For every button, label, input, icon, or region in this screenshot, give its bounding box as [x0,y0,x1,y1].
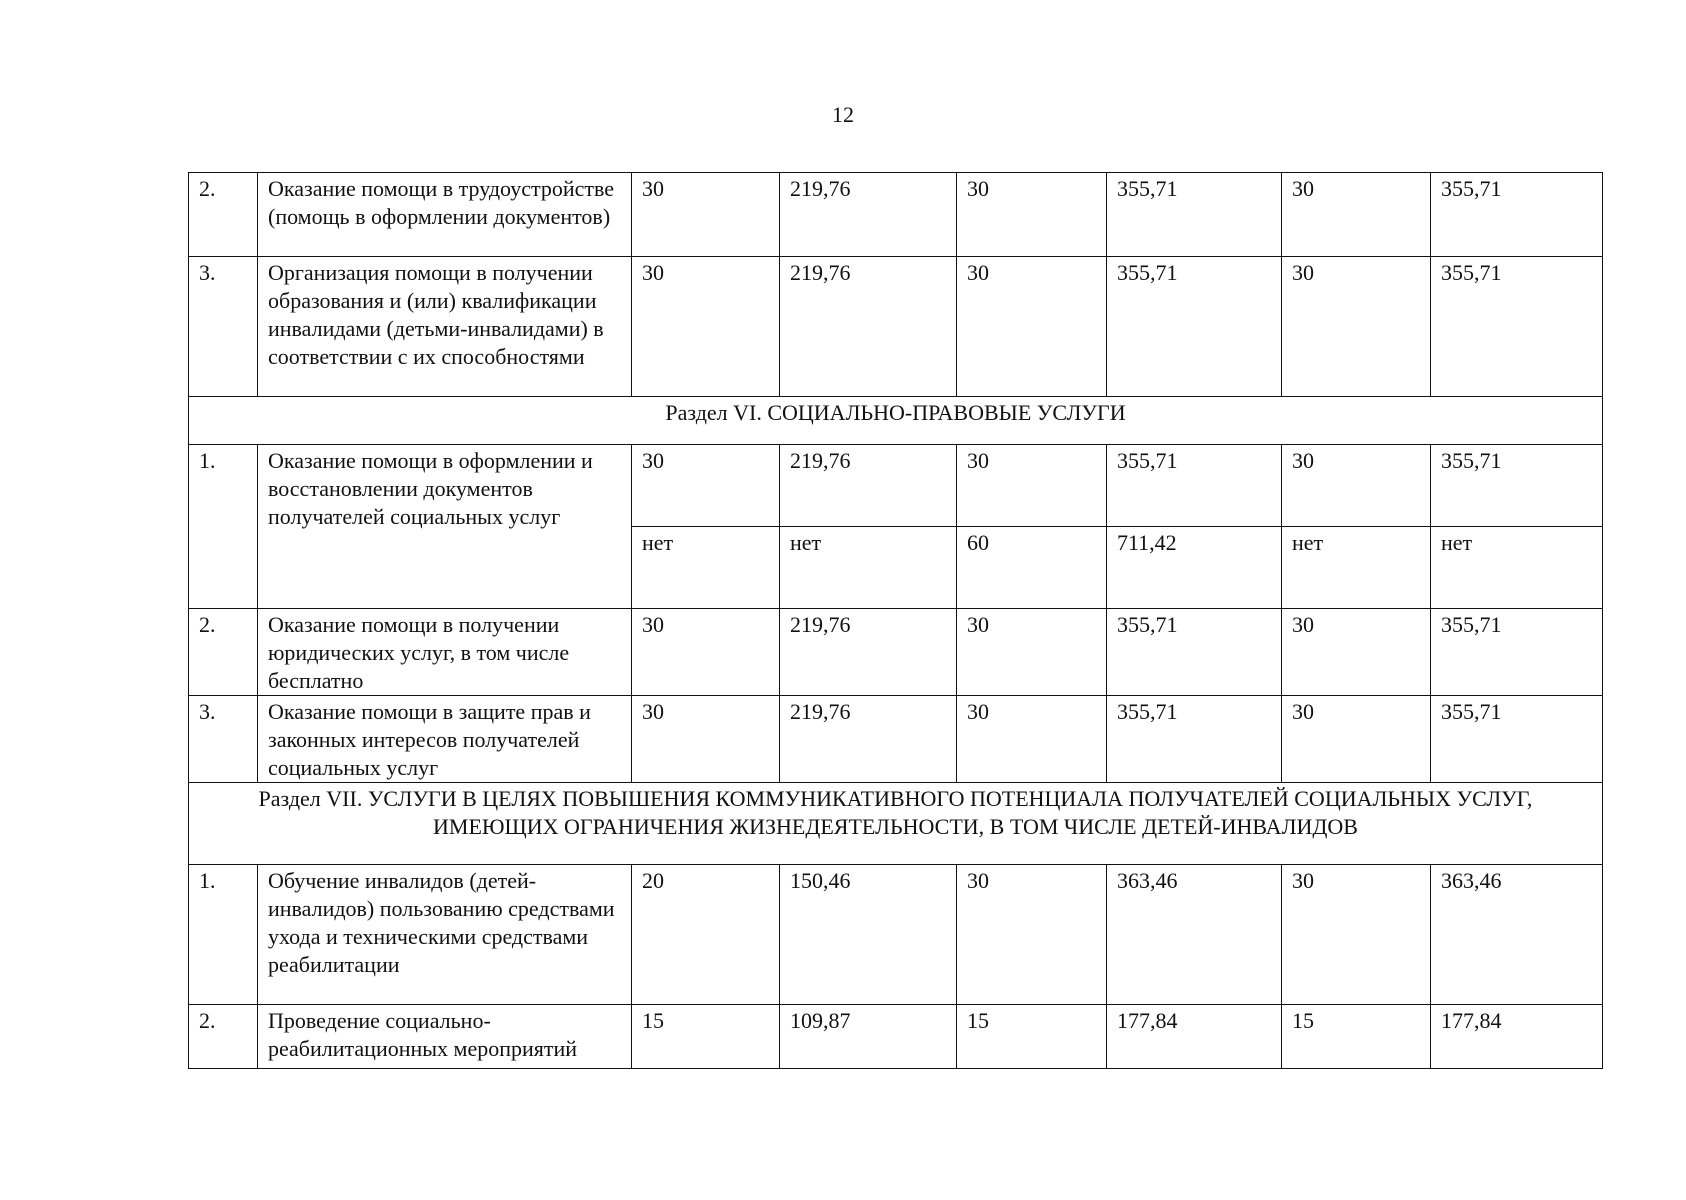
value-cell: 355,71 [1431,445,1603,527]
value-cell: 355,71 [1107,445,1282,527]
value-cell: нет [1282,527,1431,609]
value-cell: 30 [1282,445,1431,527]
table-row [189,173,1603,257]
value-cell: 15 [957,1005,1107,1069]
value-cell: 30 [632,445,780,527]
value-cell: 30 [957,445,1107,527]
value-cell: 219,76 [780,445,957,527]
value-cell: 30 [632,257,780,397]
value-cell: 177,84 [1431,1005,1603,1069]
value-cell: 30 [957,173,1107,257]
value-cell: 355,71 [1107,609,1282,696]
value-cell: 30 [1282,696,1431,783]
value-cell: 355,71 [1431,696,1603,783]
value-cell: 355,71 [1431,609,1603,696]
value-cell: 363,46 [1431,865,1603,1005]
table-row [189,865,1603,1005]
row-number: 2. [189,1005,258,1069]
value-cell: 150,46 [780,865,957,1005]
service-name: Организация помощи в получении образования и (или) квалификации инвалидами (детьми-инвалидами) в соответствии с их способностями [258,257,632,397]
service-name: Оказание помощи в получении юридических услуг, в том числе бесплатно [258,609,632,696]
section-heading: Раздел VI. СОЦИАЛЬНО-ПРАВОВЫЕ УСЛУГИ [189,397,1603,445]
value-cell: 363,46 [1107,865,1282,1005]
value-cell: 219,76 [780,609,957,696]
value-cell: 60 [957,527,1107,609]
value-cell: 30 [1282,609,1431,696]
value-cell: 711,42 [1107,527,1282,609]
service-name: Проведение социально-реабилитационных мероприятий [258,1005,632,1069]
table-row [189,445,1603,527]
service-name: Оказание помощи в защите прав и законных интересов получателей социальных услуг [258,696,632,783]
value-cell: 30 [632,696,780,783]
value-cell: 30 [1282,173,1431,257]
value-cell: 15 [1282,1005,1431,1069]
row-number: 3. [189,696,258,783]
value-cell: 30 [632,609,780,696]
value-cell: 30 [957,257,1107,397]
value-cell: 219,76 [780,696,957,783]
value-cell: 355,71 [1431,173,1603,257]
value-cell: 109,87 [780,1005,957,1069]
value-cell: нет [632,527,780,609]
table-row [189,696,1603,783]
row-number: 2. [189,609,258,696]
value-cell: 177,84 [1107,1005,1282,1069]
value-cell: 30 [1282,865,1431,1005]
value-cell: нет [1431,527,1603,609]
section-row [189,397,1603,445]
table-row [189,609,1603,696]
value-cell: 30 [632,173,780,257]
value-cell: 30 [957,609,1107,696]
section-row [189,783,1603,865]
value-cell: 355,71 [1107,257,1282,397]
value-cell: 219,76 [780,173,957,257]
value-cell: нет [780,527,957,609]
table-row [189,1005,1603,1069]
service-name: Обучение инвалидов (детей-инвалидов) пользованию средствами ухода и техническими средствами реабилитации [258,865,632,1005]
table-row [189,257,1603,397]
value-cell: 355,71 [1107,173,1282,257]
row-number: 2. [189,173,258,257]
row-number: 3. [189,257,258,397]
tariff-table [188,172,1603,1069]
service-name: Оказание помощи в оформлении и восстановлении документов получателей социальных услуг [258,445,632,609]
value-cell: 20 [632,865,780,1005]
value-cell: 15 [632,1005,780,1069]
row-number: 1. [189,865,258,1005]
service-name: Оказание помощи в трудоустройстве (помощь в оформлении документов) [258,173,632,257]
value-cell: 219,76 [780,257,957,397]
section-heading: Раздел VII. УСЛУГИ В ЦЕЛЯХ ПОВЫШЕНИЯ КОММУНИКАТИВНОГО ПОТЕНЦИАЛА ПОЛУЧАТЕЛЕЙ СОЦИАЛЬНЫХ УСЛУГ, ИМЕЮЩИХ ОГРАНИЧЕНИЯ ЖИЗНЕДЕЯТЕЛЬНОСТИ, В ТОМ ЧИСЛЕ ДЕТЕЙ-ИНВАЛИДОВ [189,783,1603,865]
value-cell: 30 [1282,257,1431,397]
page-number: 12 [832,102,854,127]
value-cell: 30 [957,696,1107,783]
value-cell: 355,71 [1431,257,1603,397]
row-number: 1. [189,445,258,609]
value-cell: 30 [957,865,1107,1005]
value-cell: 355,71 [1107,696,1282,783]
